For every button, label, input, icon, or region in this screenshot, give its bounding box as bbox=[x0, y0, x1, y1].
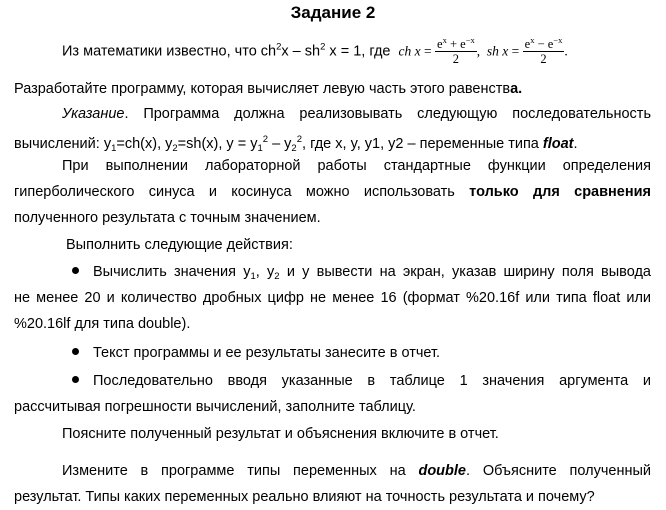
text: вычислений: y bbox=[14, 136, 112, 152]
hint-line bbox=[62, 105, 651, 123]
text: . Программа должна реализовывать следующую последовательность bbox=[124, 106, 651, 122]
text: и y вывести на экран, указав ширину поля вывода bbox=[279, 264, 651, 280]
paragraph-line bbox=[14, 183, 651, 201]
text: Вычислить значения y bbox=[93, 264, 251, 280]
ch-numerator: $e^x + e^{-x}$ bbox=[437, 34, 475, 51]
text: , где x, y, y1, y2 – переменные типа bbox=[302, 136, 543, 152]
sh-formula-name: sh x bbox=[486, 43, 509, 59]
bold-text: только для сравнения bbox=[469, 184, 651, 200]
paragraph-line bbox=[14, 488, 595, 506]
ch-denominator: 2 bbox=[452, 52, 460, 66]
formula-line: Из математики известно, что $ch^2x - sh^2$ x = 1, где ch x = $\frac{e^x + e^{-x}}{2}$ , sh x = $\frac{e^x - e^{-x}}{2}$ . bbox=[62, 34, 568, 66]
subscript: 2 bbox=[172, 143, 178, 154]
text: , y bbox=[255, 264, 275, 280]
exponent: 2 bbox=[262, 134, 269, 145]
bullet-item bbox=[72, 372, 651, 390]
text: Выполнить следующие действия: bbox=[66, 237, 293, 253]
text: Текст программы и ее результаты занесите в отчет. bbox=[93, 345, 441, 361]
paragraph-line bbox=[14, 289, 651, 307]
bold-text: а. bbox=[510, 81, 523, 97]
sh-numerator: $e^x - e^{-x}$ bbox=[524, 34, 563, 51]
subscript: 2 bbox=[274, 271, 280, 282]
paragraph-line bbox=[62, 425, 499, 443]
paragraph-line bbox=[62, 157, 651, 175]
text: Последовательно вводя указанные в таблице 1 значения аргумента и bbox=[93, 373, 651, 389]
exponent: 2 bbox=[320, 41, 326, 53]
paragraph-line bbox=[14, 131, 578, 158]
subscript: 1 bbox=[250, 271, 256, 282]
paragraph-line bbox=[14, 80, 522, 98]
bullet-icon bbox=[72, 348, 79, 355]
text: . Объясните полученный bbox=[466, 463, 651, 479]
text: =sh(x), y = y bbox=[177, 136, 258, 152]
paragraph-line bbox=[14, 315, 190, 333]
subscript: 1 bbox=[111, 143, 117, 154]
paragraph-line bbox=[14, 209, 321, 227]
text: Измените в программе типы переменных на bbox=[62, 463, 419, 479]
text: – y bbox=[268, 136, 292, 152]
text: не менее 20 и количество дробных цифр не менее 16 (формат %20.16f или типа float или bbox=[14, 290, 651, 306]
text: полученного результата с точным значением. bbox=[14, 210, 321, 226]
bullet-item bbox=[72, 263, 651, 286]
bullet-icon bbox=[72, 267, 79, 274]
subscript: 2 bbox=[291, 143, 297, 154]
text: =ch(x), y bbox=[116, 136, 173, 152]
intro-text: Из математики известно, что ch bbox=[62, 43, 277, 60]
sh-fraction bbox=[523, 34, 565, 66]
ch-formula-name: ch x bbox=[398, 43, 421, 59]
text: результат. Типы каких переменных реально влияют на точность результата и почему? bbox=[14, 489, 595, 505]
intro-mid: x – sh bbox=[281, 43, 321, 60]
hint-label: Указание bbox=[62, 106, 125, 122]
page-title: Задание 2 bbox=[290, 3, 376, 22]
bold-italic-text: double bbox=[418, 463, 466, 479]
ch-fraction bbox=[435, 34, 477, 66]
text: Разработайте программу, которая вычисляет левую часть этого равенств bbox=[14, 81, 511, 97]
bold-italic-text: float bbox=[542, 136, 574, 152]
subscript: 1 bbox=[257, 143, 263, 154]
text: гиперболического синуса и косинуса можно использовать bbox=[14, 184, 470, 200]
paragraph-line bbox=[62, 462, 651, 480]
text: . bbox=[573, 136, 578, 152]
text: Поясните полученный результат и объяснения включите в отчет. bbox=[62, 426, 499, 442]
text: рассчитывая погрешности вычислений, заполните таблицу. bbox=[14, 399, 416, 415]
paragraph-line bbox=[14, 398, 416, 416]
text: При выполнении лабораторной работы стандартные функции определения bbox=[62, 158, 651, 174]
paragraph-line bbox=[66, 236, 293, 254]
bullet-item bbox=[72, 344, 440, 362]
sh-denominator: 2 bbox=[540, 52, 547, 66]
intro-end: x = 1, где bbox=[325, 43, 391, 60]
text: %20.16lf для типа double). bbox=[14, 316, 191, 332]
exponent: 2 bbox=[296, 134, 303, 145]
bullet-icon bbox=[72, 376, 79, 383]
exponent: 2 bbox=[276, 41, 282, 53]
